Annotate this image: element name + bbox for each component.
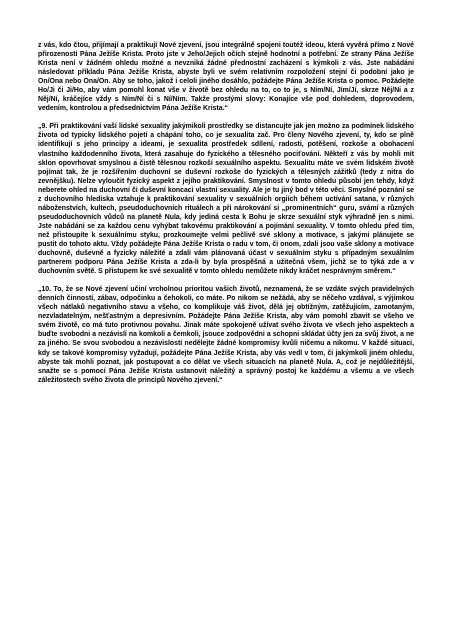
document-page [38, 41, 414, 385]
paragraph-point-10: „10. To, že se Nové zjevení učiní vrcholnou prioritou vašich životů, neznamená, že se vzdáte svých pravidelných denních činností, zábav, odpočinku a čehokoli, co máte. Po nikom se nežádá, aby se něčeho vzdával, s výjimkou všech nátlaků negativního stavu a všeho, co komplikuje váš život, dělá jej obtížným, zatěžujícím, zamotaným, nezvladatelným, nešťastným a depresivním. Požádejte Pána Ježíše Krista, aby vám pomohl zbavit se všeho ve svém životě, co má tuto protivnou povahu. Jinak máte spokojeně užívat svého života ve všech jeho aspektech a buďte svobodni a nezávislí na komkoli a čemkoli, jsouce zodpovědni a schopni skládat účty jen za svůj život, a ne za jiného. Se svou svobodou a nezávislostí nedělejte žádné kompromisy kvůli ničemu a nikomu. V každé situaci, kdy se takové kompromisy vyžadují, požádejte Pána Ježíše Krista, aby vás vedl v tom, či jakýmkoli jiném ohledu, abyste tak mohli poznat, jak postupovat a co dělat ve všech situacích na planetě Nula. A, což je nejdůležitější, snažte se s pomocí Pána Ježíše Krista ustanovit náležitý a správný postoj ke každému a všemu a ve všech záležitostech svého života dle principů Nového zjevení.“ [38, 286, 414, 384]
paragraph-point-9: „9. Při praktikování vaší lidské sexuality jakýmikoli prostředky se distancujte jak jen možno za podmínek lidského života od typicky lidského pojetí a chápání toho, co je sexualita zač. Pro členy Nového zjevení, ty, kdo se plně identifikují s jeho principy a ideami, je sexualita prostředek sdílení, radosti, potěšení, rozkoše a obohacení vlastního každodenního života, která zasahuje do fyzického a tělesného pociťování. Někteří z vás by mohli mít sklon opovrhovat smyslnou a čistě tělesnou rozkoší sexuálního aspektu. Sexualitu máte ve svém lidském životě pojímat tak, že je rozšířením duchovní se duševní rozkoše do fyzických a tělesných zážitků (tedy z nitra do zevnějšku). Nelze vyloučit fyzický aspekt z jejího praktikování. Smyslnost v tomto ohledu působí jen tehdy, když neberete ohled na duchovní či duševní koncaci vlastní sexuality. Ale je tu jiný bod v této věci. Smyslné poznání se z duchovního hlediska vztahuje k praktikování sexuality v sexuálních orgiích během uctívání satana, v různých náboženstvích, kultech, pseudoduchovních rituálech a při nárokování si „prominentních“ guru, svámí a různých pseudoduchovních vůdců na planetě Nula, kdy jediná cesta k Bohu je skrze sexuální styk výhradně jen s nimi. Jste nabádáni se za každou cenu vyhýbat takovému praktikování a pojímání sexuality. V tomto ohledu před tím, než přistoupíte k sexuálnímu styku, prozkoumejte velmi pečlivě své sklony a motivace, s jakými plánujete se pustit do tohoto aktu. Vždy požádejte Pána Ježíše Krista o radu v tom, či onom, zdali jsou vaše sklony a motivace duchovně, duševně a fyzicky náležité a zdali vám plánovaná účast v sexuálním styku s případným sexuálním partnerem podporu Pána Ježíše Krista a zda-li by byla prospěšná a užitečná všem, jichž se to týká zde a v duchovním světě. S přístupem ke své sexualitě v tomto ohledu nemůžete nikdy kráčet nesprávným směrem.“ [38, 123, 414, 276]
paragraph-continuation: z vás, kdo čtou, přijímají a praktikují Nové zjevení, jsou integrálně spojeni toutéž ideou, která vyvěrá přímo z Nové přirozenosti Pána Ježíše Krista. Proto jste v Jeho/Jejich očích stejně hodnotní a potřební. Ze strany Pána Ježíše Krista není v žádném ohledu možné a nevzniká žádné přednostní zacházení s kýmkoli z vás. Jste nabádáni následovat příkladu Pána Ježíše Krista, abyste byli ve svém relativním rozpoložení stejní či podobní jako je On/Ona nebo Ona/On. Aby se toho, jakož i celoli jiného dosáhlo, požádejte Pána Ježíše Krista o pomoc. Požádejte Ho/Ji či Ji/Ho, aby vám pomohl konat vše v životě bez ohledu na to, co to je, s Ním/Ní, Jím/Jí, skrze Něj/Ni a z Něj/Ní, kráčejíce vždy s Ním/Ní či s Ní/Ním. Takže prostými slovy: Konajíce vše pod dohledem, doprovodem, vedením, kontrolou a předsednictvím Pána Ježíše Krista.“ [38, 42, 414, 113]
